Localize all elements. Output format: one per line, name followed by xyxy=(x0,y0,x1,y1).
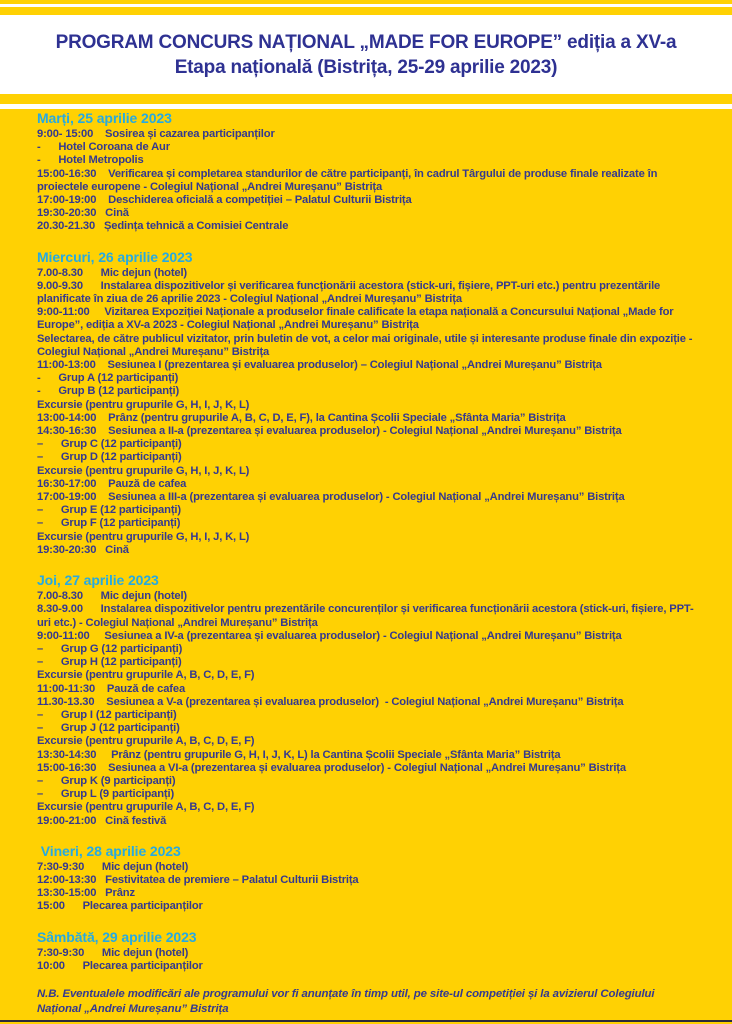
schedule-line: 9:00- 15:00 Sosirea și cazarea participanților xyxy=(37,128,275,140)
schedule-line: - Grup A (12 participanți) xyxy=(37,372,179,385)
schedule-line: - Grup B (12 participanți) xyxy=(37,385,180,398)
schedule-line: 13:00-14:00 Prânz (pentru grupurile A, B, C, D, E, F), la Cantina Școlii Speciale „Sfânta Maria” Bistrița xyxy=(37,411,566,424)
day-header: Miercuri, 26 aprilie 2023 xyxy=(37,248,193,265)
schedule-line: 19:30-20:30 Cină xyxy=(37,207,129,220)
schedule-line: – Grup C (12 participanți) xyxy=(37,438,182,451)
schedule-line: 11.30-13.30 Sesiunea a V-a (prezentarea și evaluarea produselor) - Colegiul Național „Andrei Mureșanu” Bistrița xyxy=(37,695,624,708)
top-stripe-thin xyxy=(0,0,732,4)
day-section xyxy=(37,843,702,914)
schedule-line: – Grup H (12 participanți) xyxy=(37,656,182,669)
schedule-line: – Grup D (12 participanți) xyxy=(37,451,182,464)
schedule-line: Excursie (pentru grupurile G, H, I, J, K, L) xyxy=(37,464,250,477)
schedule-line: 17:00-19:00 Sesiunea a III-a (prezentarea și evaluarea produselor) - Colegiul Național „Andrei Mureșanu” Bistrița xyxy=(37,491,625,504)
schedule-line: Excursie (pentru grupurile A, B, C, D, E, F) xyxy=(37,669,255,682)
day-lines xyxy=(37,590,702,828)
schedule-line: – Grup G (12 participanți) xyxy=(37,642,183,655)
day-lines xyxy=(37,128,702,234)
day-lines xyxy=(37,267,702,557)
schedule-line: – Grup E (12 participanți) xyxy=(37,504,181,517)
schedule-line: Excursie (pentru grupurile G, H, I, J, K, L) xyxy=(37,530,250,543)
day-section xyxy=(37,110,702,234)
schedule-line: 11:00-11:30 Pauză de cafea xyxy=(37,682,186,695)
schedule-line: 13:30-15:00 Prânz xyxy=(37,887,135,900)
day-section xyxy=(37,572,702,828)
schedule xyxy=(0,109,732,1017)
day-section xyxy=(37,249,702,557)
day-lines xyxy=(37,947,702,973)
day-header: Sâmbătă, 29 aprilie 2023 xyxy=(37,928,197,945)
header-bottom-stripe xyxy=(0,94,732,104)
schedule-line: 15:00-16:30 Sesiunea a VI-a (prezentarea și evaluarea produselor) - Colegiul Național „Andrei Mureșanu” Bistrița xyxy=(37,761,626,774)
schedule-line: 9.00-9.30 Instalarea dispozitivelor și verificarea funcționării acestora (stick-uri, fișiere, PPT-uri etc.) pentru prezentările planificate în ziua de 26 aprilie 2023 - Colegiul Național „Andrei Mureșanu” Bistrița xyxy=(37,279,664,306)
schedule-line: 15:00-16:30 Verificarea și completarea standurilor de către participanți, în cadrul Târgului de produse finale realizate în proiectele europene - Colegiul Național „Andrei Mureșanu” Bistrița xyxy=(37,167,661,193)
schedule-line: – Grup L (9 participanți) xyxy=(37,788,175,801)
schedule-line: Excursie (pentru grupurile A, B, C, D, E, F) xyxy=(37,801,255,814)
schedule-line: 9:00-11:00 Sesiunea a IV-a (prezentarea și evaluarea produselor) - Colegiul Național „Andrei Mureșanu” Bistrița xyxy=(37,629,622,642)
schedule-line: 9:00-11:00 Vizitarea Expoziției Naționale a produselor finale calificate la etapa națională a Concursului Național „Made for Europe”, ediția a XV-a 2023 - Colegiul Național „Andrei Mureșanu” Bistrița xyxy=(37,306,677,332)
schedule-line: 7.00-8.30 Mic dejun (hotel) xyxy=(37,590,187,603)
schedule-line: Excursie (pentru grupurile G, H, I, J, K, L) xyxy=(37,398,250,411)
schedule-line: 20.30-21.30 Ședința tehnică a Comisiei Centrale xyxy=(37,220,289,233)
schedule-line: 17:00-19:00 Deschiderea oficială a competiției – Palatul Culturii Bistrița xyxy=(37,194,412,207)
schedule-line: 12:00-13:30 Festivitatea de premiere – Palatul Culturii Bistrița xyxy=(37,873,359,886)
schedule-line: 19:00-21:00 Cină festivă xyxy=(37,814,167,827)
schedule-line: 7:30-9:30 Mic dejun (hotel) xyxy=(37,860,189,873)
day-header: Joi, 27 aprilie 2023 xyxy=(37,572,159,589)
schedule-line: 10:00 Plecarea participanților xyxy=(37,959,203,972)
schedule-line: 8.30-9.00 Instalarea dispozitivelor pentru prezentările concurenților și verificarea funcționării acestora (stick-uri, fișiere, PPT-uri etc.) - Colegiul Național „Andrei Mureșanu” Bistrița xyxy=(37,603,694,629)
schedule-line: 13:30-14:30 Prânz (pentru grupurile G, H, I, J, K, L) la Cantina Școlii Speciale „Sfânta Maria” Bistrița xyxy=(37,748,561,761)
schedule-line: Selectarea, de către publicul vizitator, prin buletin de vot, a celor mai originale, utile și interesante produse finale din expoziție - Colegiul Național „Andrei Mureșanu” Bistrița xyxy=(37,332,696,358)
page-header xyxy=(0,15,732,94)
program-body xyxy=(0,109,732,1024)
schedule-line: - Hotel Metropolis xyxy=(37,154,144,167)
day-header: Marți, 25 aprilie 2023 xyxy=(37,110,172,126)
schedule-line: – Grup I (12 participanți) xyxy=(37,708,177,721)
page-title-line2: Etapa națională (Bistrița, 25-29 aprilie 2023) xyxy=(174,56,558,78)
day-section xyxy=(37,929,702,973)
schedule-line: – Grup J (12 participanți) xyxy=(37,722,180,735)
schedule-line: 15:00 Plecarea participanților xyxy=(37,900,203,913)
footer-note: N.B. Eventualele modificări ale programului vor fi anunțate în timp util, pe site-ul competiției și la avizierul Colegiului Național „Andrei Mureșanu” Bistrița xyxy=(37,987,655,1015)
day-lines xyxy=(37,861,702,914)
schedule-line: Excursie (pentru grupurile A, B, C, D, E, F) xyxy=(37,735,255,748)
day-header: Vineri, 28 aprilie 2023 xyxy=(37,842,181,859)
schedule-line: – Grup F (12 participanți) xyxy=(37,517,181,530)
schedule-line: - Hotel Coroana de Aur xyxy=(37,141,170,154)
schedule-line: 19:30-20:30 Cină xyxy=(37,543,129,556)
bottom-rule xyxy=(0,1020,732,1023)
schedule-line: 11:00-13:00 Sesiunea I (prezentarea și evaluarea produselor) – Colegiul Național „Andrei Mureșanu” Bistrița xyxy=(37,359,602,372)
schedule-line: 14:30-16:30 Sesiunea a II-a (prezentarea și evaluarea produselor) - Colegiul Național „Andrei Mureșanu” Bistrița xyxy=(37,425,622,438)
page-title-line1: PROGRAM CONCURS NAȚIONAL „MADE FOR EUROPE” ediția a XV-a xyxy=(55,31,677,53)
schedule-line: 16:30-17:00 Pauză de cafea xyxy=(37,477,187,490)
schedule-line: – Grup K (9 participanți) xyxy=(37,774,176,787)
schedule-line: 7.00-8.30 Mic dejun (hotel) xyxy=(37,266,187,279)
top-stripe-thick xyxy=(0,7,732,15)
schedule-line: 7:30-9:30 Mic dejun (hotel) xyxy=(37,946,189,959)
